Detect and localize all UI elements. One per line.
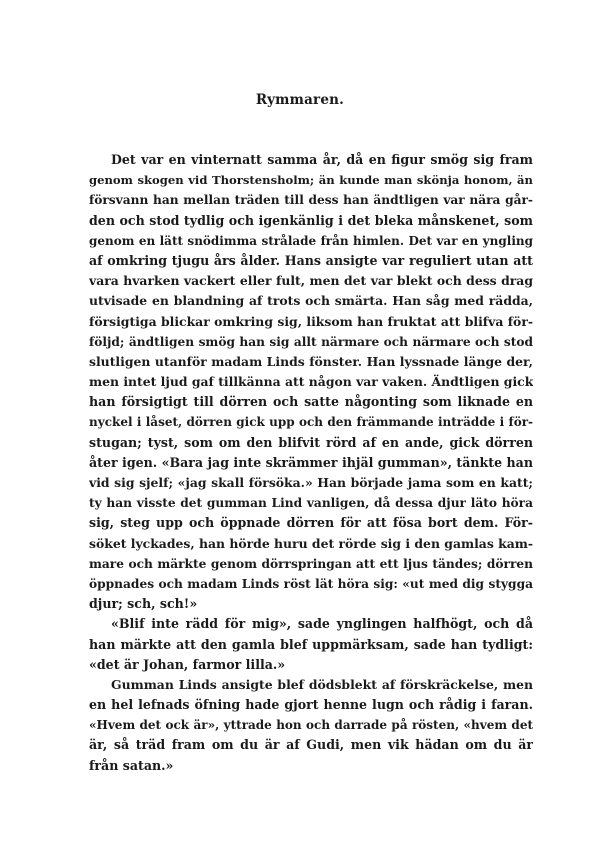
text-line: han försigtigt till dörren och satte någonting som liknade en <box>89 394 533 410</box>
text-line: «Blif inte rädd för mig», sade ynglingen halfhögt, och då <box>111 616 533 632</box>
text-line: vara hvarken vackert eller fult, men det var blekt och dess drag <box>89 273 533 289</box>
text-line: Gumman Linds ansigte blef dödsblekt af förskräckelse, men <box>111 676 533 692</box>
text-line: slutligen utanför madam Linds fönster. Han lyssnade länge der, <box>89 353 533 369</box>
text-line: han märkte att den gamla blef uppmärksam, sade han tydligt: <box>89 636 533 652</box>
text-line: djur; sch, sch!» <box>89 596 198 612</box>
text-line: öppnades och madam Linds röst lät höra sig: «ut med dig stygga <box>89 576 533 591</box>
text-line: åter igen. «Bara jag inte skrämmer ihjäl gumman», tänkte han <box>89 454 533 470</box>
chapter-title: Rymmaren. <box>255 92 345 108</box>
text-line: mare och märkte genom dörrspringan att ett ljus tändes; dörren <box>89 556 533 571</box>
text-line: ty han visste det gumman Lind vanligen, då dessa djur läto höra <box>89 496 533 511</box>
text-line: «Hvem det ock är», yttrade hon och darrade på rösten, «hvem det <box>89 718 533 733</box>
text-line: stugan; tyst, som om den blifvit rörd af en ande, gick dörren <box>89 434 533 450</box>
text-line: är, så träd fram om du är af Gudi, men vik hädan om du är <box>89 737 533 753</box>
text-line: en hel lefnads öfning hade gjort henne lugn och rådig i faran. <box>89 697 533 713</box>
text-line: sig, steg upp och öppnade dörren för att fösa bort dem. För- <box>89 515 533 531</box>
body-text <box>89 150 533 776</box>
text-line: af omkring tjugu års ålder. Hans ansigte var reguliert utan att <box>89 252 533 268</box>
text-line: Det var en vinternatt samma år, då en figur smög sig fram <box>111 152 533 167</box>
text-line: försigtiga blickar omkring sig, liksom han fruktat att blifva för- <box>89 313 533 329</box>
text-line: genom en lätt snödimma strålade från himlen. Det var en yngling <box>89 233 533 248</box>
text-line: följd; ändtligen smög han sig allt närmare och närmare och stod <box>89 334 533 349</box>
text-line: den och stod tydlig och igenkänlig i det bleka månskenet, som <box>89 212 533 228</box>
text-line: vid sig sjelf; «jag skall försöka.» Han började jama som en katt; <box>89 475 533 490</box>
text-line: men intet ljud gaf tillkänna att någon var vaken. Ändtligen gick <box>89 374 533 390</box>
text-line: söket lyckades, han hörde huru det rörde sig i den gamlas kam- <box>89 535 533 551</box>
text-line: försvann han mellan träden till dess han ändtligen var nära går- <box>89 193 533 208</box>
text-line: från satan.» <box>89 757 174 773</box>
text-line: nyckel i låset, dörren gick upp och den främmande inträdde i för- <box>89 415 533 430</box>
text-line: genom skogen vid Thorstensholm; än kunde man skönja honom, än <box>89 173 533 188</box>
text-line: utvisade en blandning af trots och smärta. Han såg med rädda, <box>89 293 533 309</box>
text-line: «det är Johan, farmor lilla.» <box>89 656 286 672</box>
